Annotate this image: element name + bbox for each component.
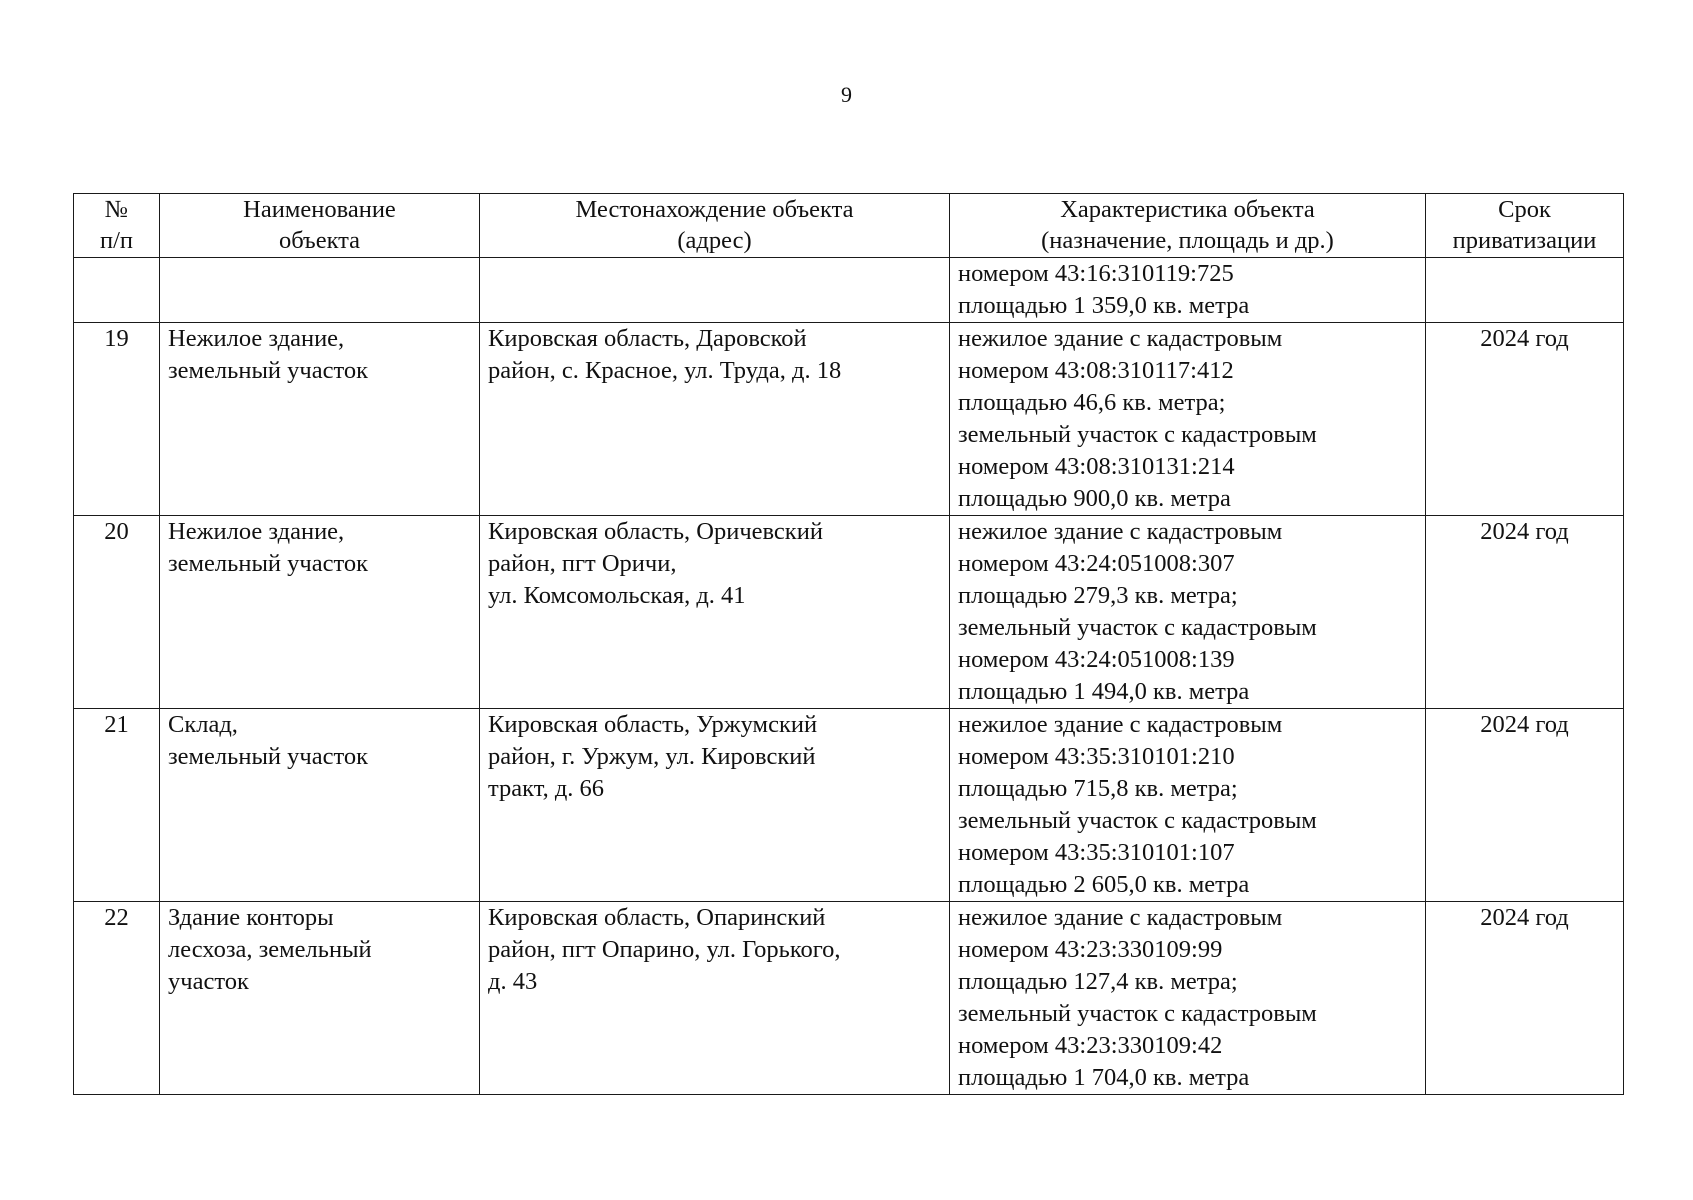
row-number: 19: [74, 323, 160, 516]
header-number: № п/п: [74, 194, 160, 258]
object-address: Кировская область, Оричевский район, пгт Оричи, ул. Комсомольская, д. 41: [480, 516, 950, 709]
row-number: 21: [74, 709, 160, 902]
privatization-period: 2024 год: [1426, 709, 1624, 902]
object-address: Кировская область, Уржумский район, г. Уржум, ул. Кировский тракт, д. 66: [480, 709, 950, 902]
header-object-name: Наименование объекта: [160, 194, 480, 258]
header-object-address: Местонахождение объекта (адрес): [480, 194, 950, 258]
table-row: [74, 258, 1624, 323]
row-number: 22: [74, 902, 160, 1095]
object-name: Нежилое здание, земельный участок: [160, 323, 480, 516]
object-characteristics: нежилое здание с кадастровым номером 43:08:310117:412 площадью 46,6 кв. метра; земельный участок с кадастровым номером 43:08:310131:214 площадью 900,0 кв. метра: [950, 323, 1426, 516]
object-address: Кировская область, Даровской район, с. Красное, ул. Труда, д. 18: [480, 323, 950, 516]
table-row: [74, 902, 1624, 1095]
row-number: 20: [74, 516, 160, 709]
object-name: [160, 258, 480, 323]
table-row: [74, 323, 1624, 516]
object-characteristics: нежилое здание с кадастровым номером 43:23:330109:99 площадью 127,4 кв. метра; земельный участок с кадастровым номером 43:23:330109:42 площадью 1 704,0 кв. метра: [950, 902, 1426, 1095]
header-privatization-period: Срок приватизации: [1426, 194, 1624, 258]
object-name: Склад, земельный участок: [160, 709, 480, 902]
object-characteristics: номером 43:16:310119:725 площадью 1 359,0 кв. метра: [950, 258, 1426, 323]
object-characteristics: нежилое здание с кадастровым номером 43:24:051008:307 площадью 279,3 кв. метра; земельный участок с кадастровым номером 43:24:051008:139 площадью 1 494,0 кв. метра: [950, 516, 1426, 709]
object-characteristics: нежилое здание с кадастровым номером 43:35:310101:210 площадью 715,8 кв. метра; земельный участок с кадастровым номером 43:35:310101:107 площадью 2 605,0 кв. метра: [950, 709, 1426, 902]
page-number: 9: [841, 82, 852, 107]
privatization-table: [73, 193, 1624, 1095]
table-row: [74, 709, 1624, 902]
privatization-period: 2024 год: [1426, 902, 1624, 1095]
object-address: [480, 258, 950, 323]
object-name: Здание конторы лесхоза, земельный участок: [160, 902, 480, 1095]
row-number: [74, 258, 160, 323]
table-header-row: [74, 194, 1624, 258]
table-row: [74, 516, 1624, 709]
privatization-period: 2024 год: [1426, 323, 1624, 516]
privatization-period: [1426, 258, 1624, 323]
privatization-period: 2024 год: [1426, 516, 1624, 709]
object-name: Нежилое здание, земельный участок: [160, 516, 480, 709]
header-object-characteristics: Характеристика объекта (назначение, площадь и др.): [950, 194, 1426, 258]
object-address: Кировская область, Опаринский район, пгт Опарино, ул. Горького, д. 43: [480, 902, 950, 1095]
